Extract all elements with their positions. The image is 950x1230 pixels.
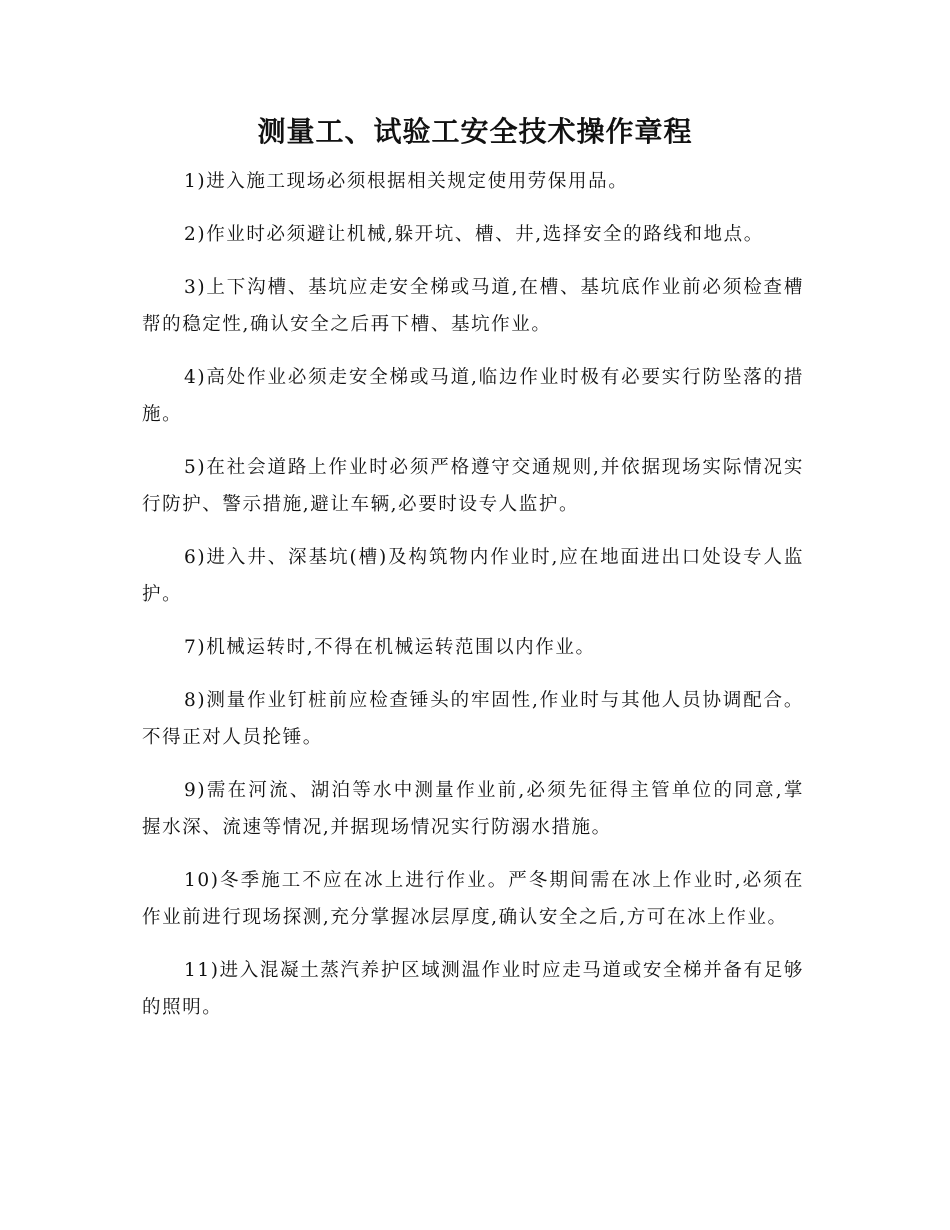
paragraph-7: 7)机械运转时,不得在机械运转范围以内作业。 [184,637,596,658]
document-body [142,163,804,1042]
paragraph-10: 10)冬季施工不应在冰上进行作业。严冬期间需在冰上作业时,必须在作业前进行现场探测,充分掌握冰层厚度,确认安全之后,方可在冰上作业。 [142,870,804,928]
paragraph-4: 4)高处作业必须走安全梯或马道,临边作业时极有必要实行防坠落的措施。 [142,367,804,425]
paragraph-2: 2)作业时必须避让机械,躲开坑、槽、井,选择安全的路线和地点。 [184,224,764,245]
paragraph-3: 3)上下沟槽、基坑应走安全梯或马道,在槽、基坑底作业前必须检查槽帮的稳定性,确认安全之后再下槽、基坑作业。 [142,277,804,335]
paragraph-8: 8)测量作业钉桩前应检查锤头的牢固性,作业时与其他人员协调配合。不得正对人员抡锤。 [142,690,804,748]
paragraph-6: 6)进入井、深基坑(槽)及构筑物内作业时,应在地面进出口处设专人监护。 [142,547,804,605]
document-title: 测量工、试验工安全技术操作章程 [257,115,693,148]
paragraph-1: 1)进入施工现场必须根据相关规定使用劳保用品。 [184,171,629,192]
paragraph-5: 5)在社会道路上作业时必须严格遵守交通规则,并依据现场实际情况实行防护、警示措施,避让车辆,必要时设专人监护。 [142,457,804,515]
paragraph-9: 9)需在河流、湖泊等水中测量作业前,必须先征得主管单位的同意,掌握水深、流速等情况,并据现场情况实行防溺水措施。 [142,780,804,838]
paragraph-11: 11)进入混凝土蒸汽养护区域测温作业时应走马道或安全梯并备有足够的照明。 [142,960,804,1018]
